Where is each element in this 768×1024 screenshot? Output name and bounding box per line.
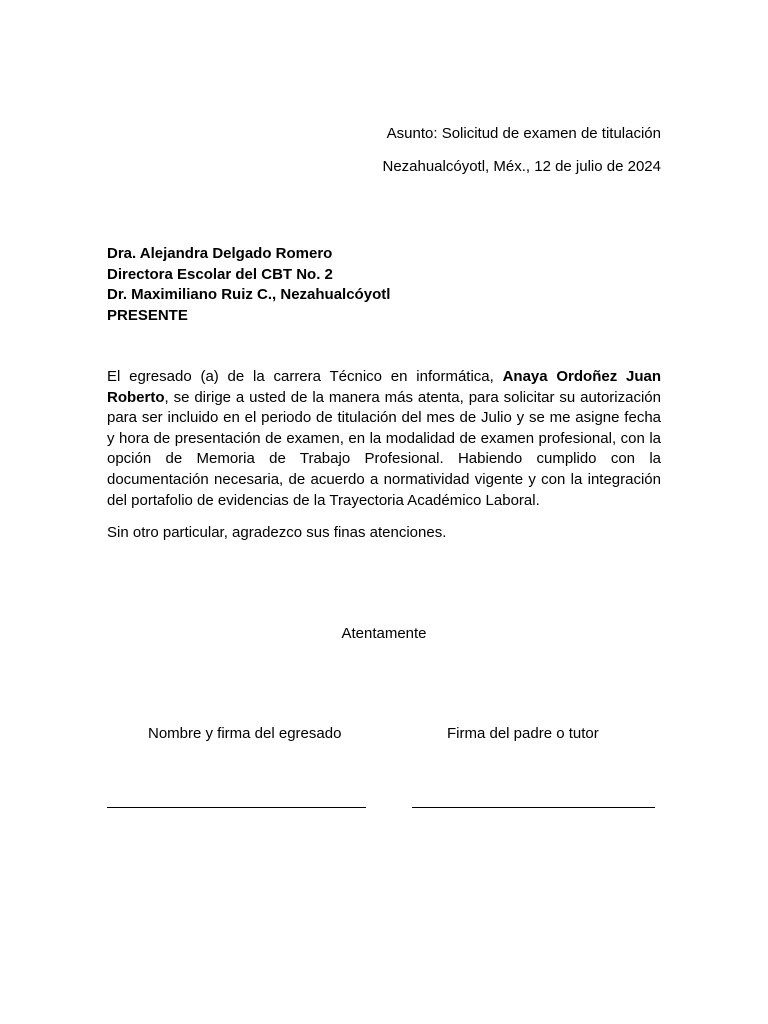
subject-line: Asunto: Solicitud de examen de titulación — [386, 125, 661, 142]
guardian-signature-label: Firma del padre o tutor — [447, 725, 599, 742]
addressee-block — [107, 244, 390, 327]
graduate-signature-line — [107, 807, 366, 808]
body-intro: El egresado (a) de la carrera Técnico en informática, — [107, 368, 503, 385]
place-date-line: Nezahualcóyotl, Méx., 12 de julio de 2024 — [382, 158, 661, 175]
guardian-signature-line — [412, 807, 655, 808]
student-name: Anaya Ordoñez Juan Roberto — [107, 368, 662, 406]
addressee-presente: PRESENTE — [107, 307, 188, 325]
body-paragraph — [107, 367, 661, 511]
addressee-name: Dra. Alejandra Delgado Romero — [107, 245, 333, 262]
addressee-position: Directora Escolar del CBT No. 2 — [107, 265, 333, 283]
closing-line: Sin otro particular, agradezco sus finas atenciones. — [107, 524, 447, 541]
body-rest: , se dirige a usted de la manera más atenta, para solicitar su autorización para ser incluido en el periodo de titulación del mes de Julio y se me asigne fecha y hora de presentación de examen, en la modalidad de examen profesional, con la opción de Memoria de Trabajo Profesional. Habiendo cumplido con la documentación necesaria, de acuerdo a normatividad vigente y con la integración del portafolio de evidencias de la Trayectoria Académico Laboral. — [107, 388, 661, 509]
addressee-institution: Dr. Maximiliano Ruiz C., Nezahualcóyotl — [107, 286, 391, 304]
salutation: Atentamente — [341, 625, 427, 642]
graduate-signature-label: Nombre y firma del egresado — [148, 725, 342, 742]
